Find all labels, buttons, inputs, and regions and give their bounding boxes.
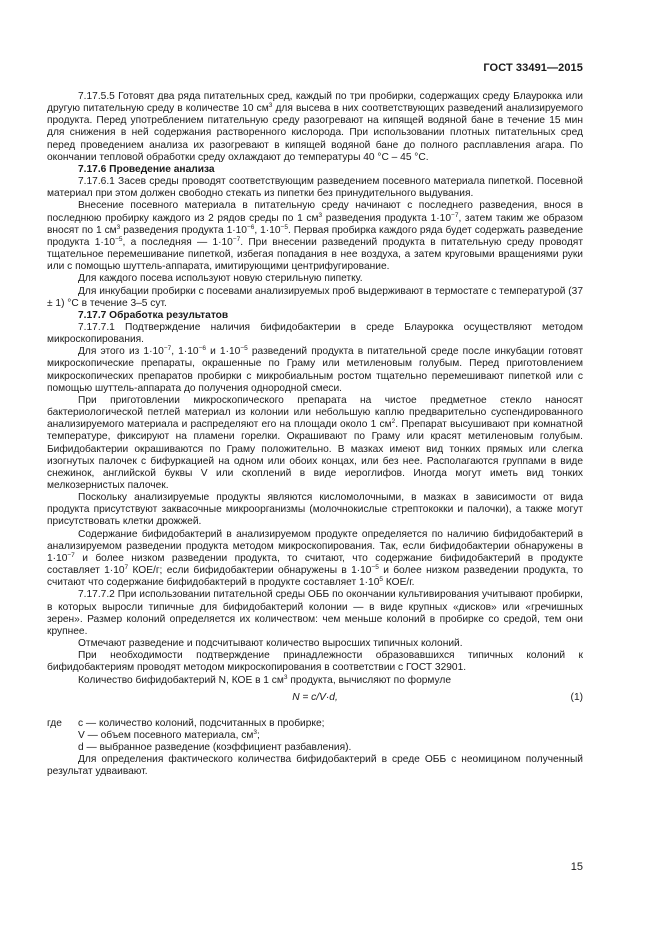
- definition-v: V — объем посевного материала, $см^3$;: [78, 728, 260, 741]
- section-heading-7-17-7: 7.17.7 Обработка результатов: [78, 309, 229, 321]
- formula-row: [47, 692, 583, 706]
- paragraph-count: Отмечают разведение и подсчитывают количество выросших типичных колоний.: [78, 638, 463, 650]
- definitions: [47, 718, 583, 730]
- page-number: 15: [570, 861, 583, 873]
- paragraph-inoculation: Внесение посевного материала в питательную среду начинают с последнего разведения, внося в последнюю пробирку каждого из 2 рядов среды по 1 $см^3$ разведения продукта $1\cdot 10^{-7}$, затем таким же образом вносят по 1 $см^3$ разведения продукта $1\cdot 10^{-6}$, $1\cdot 10^{-5}$. Первая пробирка каждого ряда будет содержать разведение продукта $1\cdot 10^{-5}$, а последняя — $1\cdot 10^{-7}$. При внесении разведений продукта в питательную среду проводят тщательное перемешивание пипеткой, избегая попадания в нее воздуха, а затем круговыми вращениями руки или с помощью шуттель-аппарата, имитирующими центрифугирование.: [47, 200, 584, 273]
- paragraph-incubation: Для инкубации пробирки с посевами анализируемых проб выдерживают в термостате с температурой (37 ± 1) °С в течение 3–5 сут.: [47, 285, 583, 309]
- formula: N = c/V·d,: [292, 691, 338, 703]
- section-heading-7-17-6: 7.17.6 Проведение анализа: [78, 163, 215, 175]
- paragraph-pipette: Для каждого посева используют новую стерильную пипетку.: [78, 273, 363, 285]
- paragraph-microscopy: При приготовлении микроскопического препарата на чистое предметное стекло наносят бактериологической петлей материал из колонии или небольшую каплю предварительно суспендированного анализируемого материала и распределяют его на площади около 1 $см^2$. Препарат высушивают при комнатной температуре, фиксируют на пламени горелки. Окрашивают по Граму или красят метиленовым голубым. Бифидобактерии окрашиваются по Граму положительно. В мазках имеют вид тонких прямых или слегка изогнутых палочек с бифуркацией на одном или обоих концах, или без нее. Располагаются группами в виде снежинок, английской буквы V или скоплений в виде иероглифов. Иногда могут иметь вид тонких мелкозернистых палочек.: [47, 394, 583, 491]
- paragraph-fermented: Поскольку анализируемые продукты являются кисломолочными, в мазках в зависимости от вида продукта присутствуют заквасочные микроорганизмы (молочнокислые стрептококки и палочки), а также могут присутствовать клетки дрожжей.: [47, 492, 583, 528]
- paragraph-confirmation: При необходимости подтверждение принадлежности образовавшихся типичных колоний к бифидобактериям проводят методом микроскопирования в соответствии с ГОСТ 32901.: [47, 650, 583, 674]
- paragraph-7-17-7-2: 7.17.7.2 При использовании питательной среды ОББ по окончании культивирования учитывают пробирки, в которых выросли типичные для бифидобактерий колонии — в виде крупных «дисков» или «гречишных зерен». Размер колоний определяется их количеством: чем меньше колоний в пробирке со средой, тем они крупнее.: [47, 589, 583, 637]
- paragraph-preparations: Для этого из $1\cdot 10^{-7}$, $1\cdot 10^{-6}$ и $1\cdot 10^{-5}$ разведений продукта в питательной среде после инкубации готовят микроскопические препараты, окрашенные по Граму или метиленовым голубым. Перед приготовлением микроскопических препаратов пробирки с микробиальным ростом тщательно перемешивают пипеткой или с помощью шуттель-аппарата до получения однородной смеси.: [47, 345, 583, 394]
- where-label: где: [47, 717, 62, 729]
- definition-d: d — выбранное разведение (коэффициент разбавления).: [78, 741, 352, 753]
- paragraph-formula-intro: Количество бифидобактерий N, КОЕ в 1 $см^3$ продукта, вычисляют по формуле: [78, 673, 451, 686]
- definition-c: c — количество колоний, подсчитанных в пробирке;: [78, 717, 325, 729]
- paragraph-7-17-6-1: 7.17.6.1 Засев среды проводят соответствующим разведением посевного материала пипеткой. Посевной материал при этом должен свободно стекать из пипетки без принудительного выдувания.: [47, 176, 583, 200]
- document-standard-id: ГОСТ 33491—2015: [483, 62, 583, 74]
- paragraph-7-17-5-5: 7.17.5.5 Готовят два ряда питательных сред, каждый по три пробирки, содержащих среду Блаурокка или другую питательную среду в количестве 10 $см^3$ для высева в них соответствующих разведений анализируемого продукта. Перед употреблением питательную среду разогревают на кипящей водяной бане в течение 15 мин для снижения в ней содержания растворенного кислорода. При использовании плотных питательных сред перед проведением анализа их разогревают в кипящей водяной бане до полного расплавления агара. По окончании тепловой обработки среду охлаждают до температуры 40 °C – 45 °C.: [47, 91, 584, 163]
- document-body: [47, 91, 583, 778]
- paragraph-obb-result: Для определения фактического количества бифидобактерий в среде ОББ с неомицином полученный результат удваивают.: [47, 754, 583, 778]
- paragraph-content: Содержание бифидобактерий в анализируемом продукте определяется по наличию бифидобактерий в анализируемом разведении продукта методом микроскопирования. Так, если бифидобактерии обнаружены в $1\cdot 10^{-7}$ и более низком разведении продукта, то считают, что содержание бифидобактерий в продукте составляет $1\cdot 10^7$ КОЕ/г; если бифидобактерии обнаружены в $1\cdot 10^{-5}$ и более низком разведении продукта, то считают что содержание бифидобактерий в продукте составляет $1\cdot 10^5$ КОЕ/г.: [47, 528, 584, 589]
- formula-number: (1): [570, 691, 583, 703]
- paragraph-7-17-7-1: 7.17.7.1 Подтверждение наличия бифидобактерии в среде Блаурокка осуществляют методом микроскопирования.: [47, 321, 583, 346]
